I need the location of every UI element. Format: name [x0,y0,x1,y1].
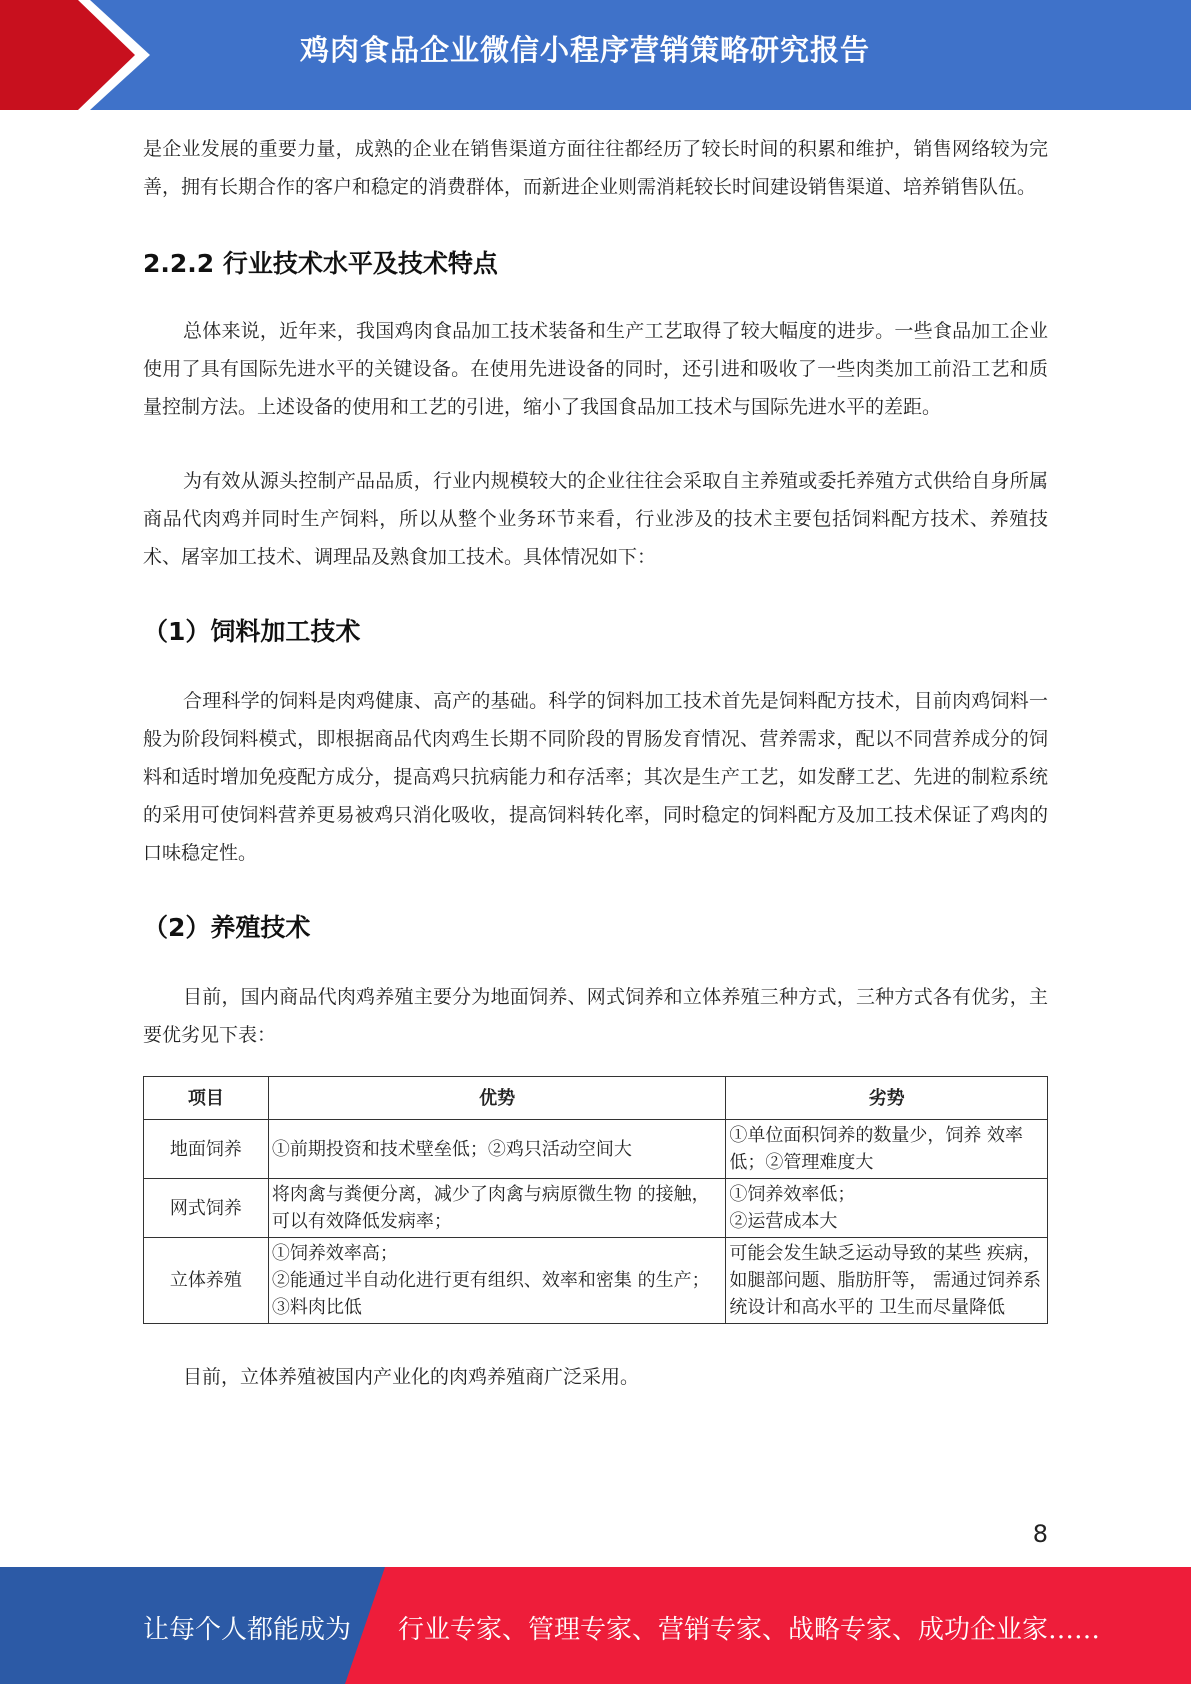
table-header-row [144,1077,1048,1120]
page-content [143,130,1048,1396]
cell-line: ①饲养效率高； [271,1243,398,1264]
subheading-breeding-tech: （2）养殖技术 [143,913,311,942]
table-row [144,1120,1048,1179]
table-cell-pros [268,1238,725,1324]
header-red-arrow-icon [0,0,160,110]
paragraph-feed-tech: 合理科学的饲料是肉鸡健康、高产的基础。科学的饲料加工技术首先是饲料配方技术，目前肉鸡饲料一般为阶段饲料模式，即根据商品代肉鸡生长期不同阶段的胃肠发育情况、营养需求，配以不同营养成分的饲料和适时增加免疫配方成分，提高鸡只抗病能力和存活率；其次是生产工艺，如发酵工艺、先进的制粒系统的采用可使饲料营养更易被鸡只消化吸收，提高饲料转化率，同时稳定的饲料配方及加工技术保证了鸡肉的口味稳定性。 [143,690,1048,864]
paragraph-tech-overview: 总体来说，近年来，我国鸡肉食品加工技术装备和生产工艺取得了较大幅度的进步。一些食品加工企业使用了具有国际先进水平的关键设备。在使用先进设备的同时，还引进和吸收了一些肉类加工前沿工艺和质量控制方法。上述设备的使用和工艺的引进，缩小了我国食品加工技术与国际先进水平的差距。 [143,320,1048,418]
table-cell-pros [268,1120,725,1179]
paragraph-tech-scope: 为有效从源头控制产品品质，行业内规模较大的企业往往会采取自主养殖或委托养殖方式供给自身所属商品代肉鸡并同时生产饲料，所以从整个业务环节来看，行业涉及的技术主要包括饲料配方技术、养殖技术、屠宰加工技术、调理品及熟食加工技术。具体情况如下： [143,470,1048,568]
cell-line: ①单位面积饲养的数量少，饲养 效率低；②管理难度大 [729,1125,1024,1173]
table-row [144,1179,1048,1238]
cell-line: ①前期投资和技术壁垒低；②鸡只活动空间大 [271,1138,632,1160]
paragraph-continued: 是企业发展的重要力量，成熟的企业在销售渠道方面往往都经历了较长时间的积累和维护，销售网络较为完善，拥有长期合作的客户和稳定的消费群体，而新进企业则需消耗较长时间建设销售渠道、培养销售队伍。 [143,138,1048,198]
cell-line: 可能会发生缺乏运动导致的某些 疾病，如腿部问题、脂肪肝等， 需通过饲养系统设计和高水平的 卫生而尽量降低 [729,1243,1042,1318]
table-cell-pros [268,1179,725,1238]
footer-slogan-right: 行业专家、管理专家、营销专家、战略专家、成功企业家…… [398,1615,1101,1645]
table-header-item: 项目 [144,1077,269,1120]
page-number: 8 [1032,1520,1048,1548]
cell-line: ②能通过半自动化进行更有组织、效率和密集 的生产； [271,1270,710,1291]
table-cell-cons [726,1238,1048,1324]
table-cell-item: 立体养殖 [144,1238,269,1324]
table-cell-cons [726,1120,1048,1179]
report-title: 鸡肉食品企业微信小程序营销策略研究报告 [300,33,871,67]
table-cell-item: 地面饲养 [144,1120,269,1179]
breeding-comparison-table [143,1076,1048,1324]
cell-line: ③料肉比低 [271,1297,362,1318]
section-heading-2-2-2: 2.2.2 行业技术水平及技术特点 [143,249,498,278]
paragraph-breeding-intro: 目前，国内商品代肉鸡养殖主要分为地面饲养、网式饲养和立体养殖三种方式，三种方式各有优劣，主要优劣见下表： [143,986,1048,1046]
footer-slogan-left: 让每个人都能成为 [143,1615,352,1645]
table-cell-cons [726,1179,1048,1238]
table-header-pros: 优势 [268,1077,725,1120]
cell-line: ①饲养效率低； [729,1184,856,1205]
subheading-feed-tech: （1）饲料加工技术 [143,617,361,646]
cell-line: 将肉禽与粪便分离，减少了肉禽与病原微生物 的接触，可以有效降低发病率； [271,1184,710,1232]
table-header-cons: 劣势 [726,1077,1048,1120]
table-row [144,1238,1048,1324]
cell-line: ②运营成本大 [729,1211,838,1232]
page-footer [0,1567,1191,1684]
page-header [0,0,1191,110]
table-cell-item: 网式饲养 [144,1179,269,1238]
paragraph-conclusion: 目前，立体养殖被国内产业化的肉鸡养殖商广泛采用。 [183,1366,640,1388]
